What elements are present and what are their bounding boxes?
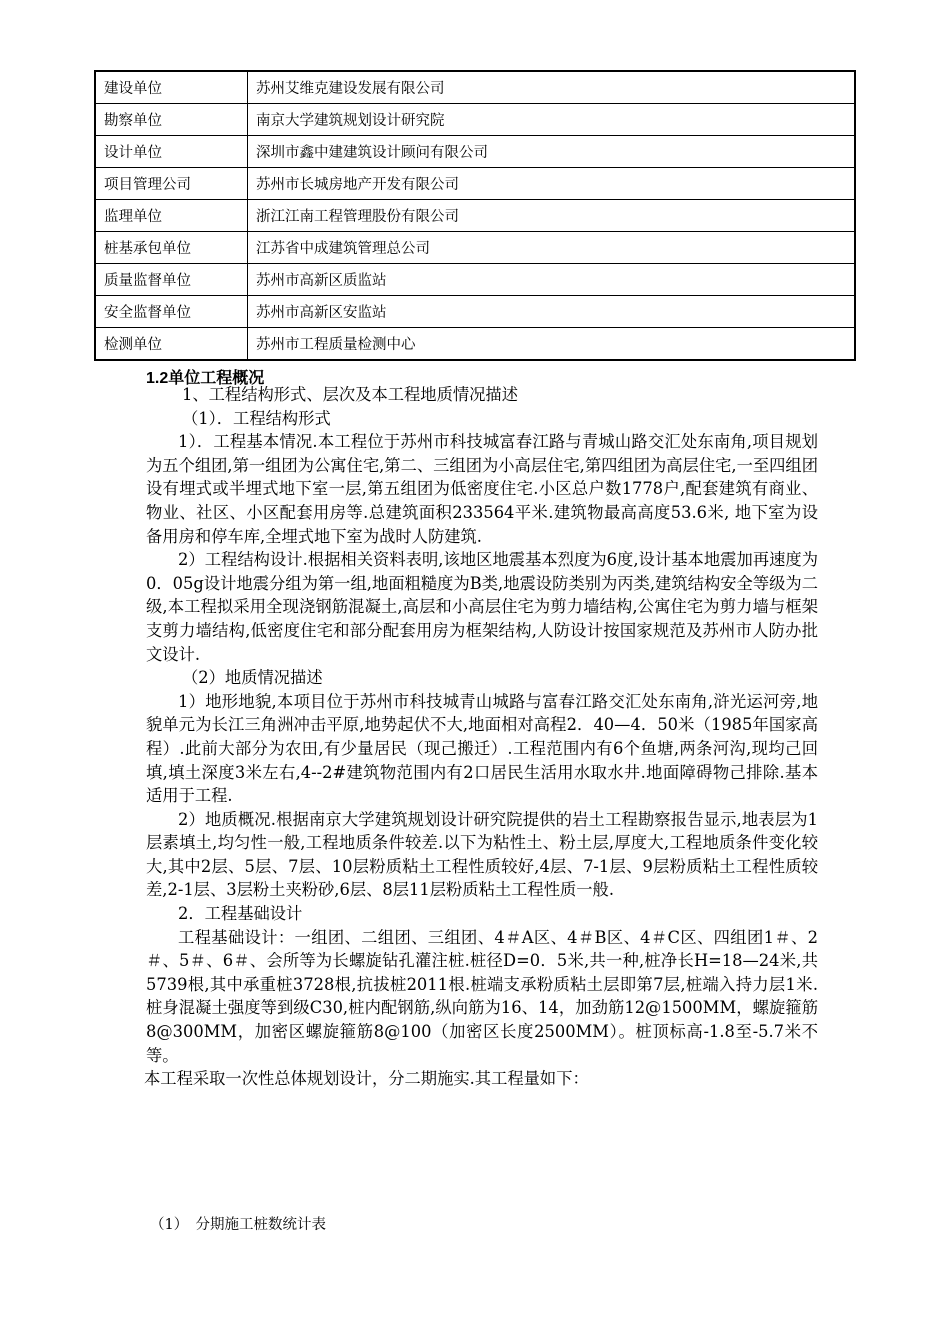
unit-name-cell: 江苏省中成建筑管理总公司 xyxy=(248,232,856,264)
table-row xyxy=(95,136,855,168)
table-row xyxy=(95,264,855,296)
body-paragraph: 1）地形地貌,本项目位于苏州市科技城青山城路与富春江路交汇处东南角,浒光运河旁,地貌单元为长江三角洲冲击平原,地势起伏不大,地面相对高程2．40—4．50米（1985年国家高程）.此前大部分为农田,有少量居民（现己搬迁）.工程范围内有6个鱼塘,两条河沟,现均己回填,填土深度3米左右,4--2#建筑物范围内有2口居民生活用水取水井.地面障碍物己排除.基本适用于工程. xyxy=(146,691,818,806)
body-paragraph: （1）．工程结构形式 xyxy=(182,408,331,428)
table-row xyxy=(95,104,855,136)
unit-name-cell: 浙江江南工程管理股份有限公司 xyxy=(248,200,856,232)
table-row xyxy=(95,168,855,200)
section-heading: 1.2单位工程概况 xyxy=(146,370,265,387)
body-paragraph: 2．工程基础设计 xyxy=(178,904,303,924)
unit-name-cell: 苏州市工程质量检测中心 xyxy=(248,328,856,361)
project-units-table xyxy=(94,70,856,361)
body-paragraph: 本工程采取一次性总体规划设计，分二期施实.其工程量如下： xyxy=(144,1069,589,1089)
unit-type-cell: 勘察单位 xyxy=(95,104,248,136)
table-row xyxy=(95,232,855,264)
body-paragraph: 2）地质概况.根据南京大学建筑规划设计研究院提供的岩土工程勘察报告显示,地表层为1层素填土,均匀性一般,工程地质条件较差.以下为粘性土、粉土层,厚度大,工程地质条件变化较大,其中2层、5层、7层、10层粉质粘土工程性质较好,4层、7-1层、9层粉质粘土工程性质较差,2-1层、3层粉土夹粉砂,6层、8层11层粉质粘土工程性质一般. xyxy=(146,809,818,900)
unit-name-cell: 苏州市高新区安监站 xyxy=(248,296,856,328)
body-paragraph: （2）地质情况描述 xyxy=(182,668,323,688)
section-body xyxy=(146,383,818,1091)
body-paragraph: 2）工程结构设计.根据相关资料表明,该地区地震基本烈度为6度,设计基本地震加再速度为0．05g设计地震分组为第一组,地面粗糙度为B类,地震设防类别为丙类,建筑结构安全等级为二级,本工程拟采用全现浇钢筋混凝土,高层和小高层住宅为剪力墙结构,公寓住宅为剪力墙与框架支剪力墙结构,低密度住宅和部分配套用房为框架结构,人防设计按国家规范及苏州市人防办批文设计. xyxy=(146,550,818,664)
unit-name-cell: 苏州艾维克建设发展有限公司 xyxy=(248,71,856,104)
table-row xyxy=(95,71,855,104)
unit-type-cell: 建设单位 xyxy=(95,71,248,104)
unit-type-cell: 质量监督单位 xyxy=(95,264,248,296)
body-paragraph: 1）．工程基本情况.本工程位于苏州市科技城富春江路与青城山路交汇处东南角,项目规划为五个组团,第一组团为公寓住宅,第二、三组团为小高层住宅,第四组团为高层住宅,一至四组团设有埋式或半埋式地下室一层,第五组团为低密度住宅.小区总户数1778户,配套建筑有商业、物业、社区、小区配套用房等.总建筑面积233564平米.建筑物最高高度53.6米, 地下室为设备用房和停车库,全埋式地下室为战时人防建筑. xyxy=(146,432,818,546)
unit-type-cell: 安全监督单位 xyxy=(95,296,248,328)
unit-name-cell: 苏州市高新区质监站 xyxy=(248,264,856,296)
unit-type-cell: 检测单位 xyxy=(95,328,248,361)
table-row xyxy=(95,296,855,328)
body-paragraph: 1、工程结构形式、层次及本工程地质情况描述 xyxy=(182,385,518,404)
table-caption: （1） 分期施工桩数统计表 xyxy=(150,1217,326,1233)
body-paragraph: 工程基础设计：一组团、二组团、三组团、4＃A区、4＃B区、4＃C区、四组团1＃、2＃、5＃、6＃、会所等为长螺旋钻孔灌注桩.桩径D=0．5米,共一种,桩净长H=18—24米,共5739根,其中承重桩3728根,抗拔桩2011根.桩端支承粉质粘土层即第7层,桩端入持力层1米.桩身混凝土强度等到级C30,桩内配钢筋,纵向筋为16、14，加劲筋12@1500MM，螺旋箍筋8@300MM，加密区螺旋箍筋8@100（加密区长度2500MM）。桩顶标高-1.8至-5.7米不等。 xyxy=(146,927,818,1065)
unit-type-cell: 项目管理公司 xyxy=(95,168,248,200)
unit-type-cell: 监理单位 xyxy=(95,200,248,232)
table-row xyxy=(95,328,855,361)
unit-name-cell: 苏州市长城房地产开发有限公司 xyxy=(248,168,856,200)
unit-name-cell: 南京大学建筑规划设计研究院 xyxy=(248,104,856,136)
project-units-table-body xyxy=(95,71,855,360)
table-row xyxy=(95,200,855,232)
unit-name-cell: 深圳市鑫中建建筑设计顾问有限公司 xyxy=(248,136,856,168)
unit-type-cell: 桩基承包单位 xyxy=(95,232,248,264)
unit-type-cell: 设计单位 xyxy=(95,136,248,168)
